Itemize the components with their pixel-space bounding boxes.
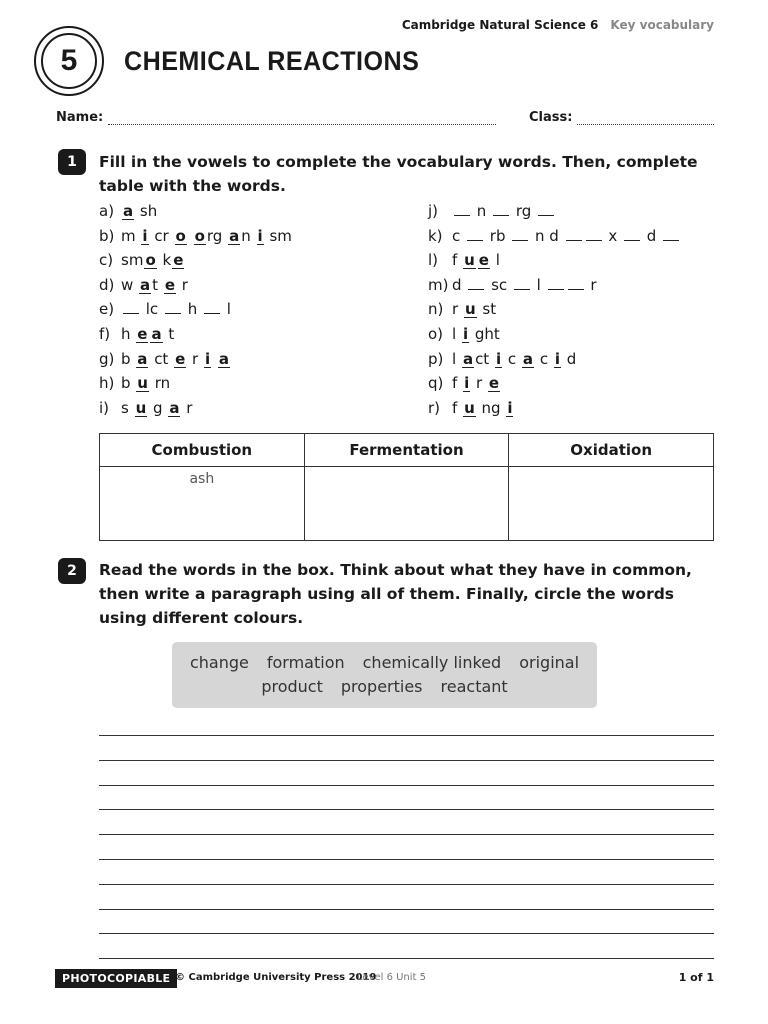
unit-number: 5 (41, 33, 97, 89)
vocab-item (428, 224, 681, 248)
word-fragment: c (452, 226, 466, 245)
question-2-number: 2 (58, 558, 86, 584)
item-letter: p) (428, 349, 444, 368)
item-letter: b) (99, 226, 115, 245)
word-fragment: f (452, 398, 463, 417)
word-fragment: f (452, 251, 463, 270)
handwritten-vowel: o (145, 251, 156, 270)
item-letter: a) (99, 202, 115, 220)
word-fragment: x (603, 226, 623, 245)
handwritten-vowel: u (135, 398, 147, 417)
word-fragment: m (121, 226, 141, 245)
item-letter: e) (99, 300, 115, 319)
vocab-item (99, 248, 185, 272)
word-fragment: h (182, 300, 202, 319)
word-fragment: d (642, 226, 662, 245)
photocopiable-label: PHOTOCOPIABLE (55, 969, 177, 988)
handwritten-vowel: a (229, 226, 240, 245)
vowel-blank[interactable] (548, 277, 564, 290)
word-fragment: l (490, 251, 500, 270)
vowel-blank[interactable] (468, 277, 484, 290)
word-fragment: f (452, 374, 463, 393)
question-2-instruction: Read the words in the box. Think about what they have in common, then write a paragraph using all of them. Finally, circle the words using different colours. (99, 561, 692, 627)
vocab-item (428, 396, 514, 420)
word-fragment: n (472, 202, 492, 220)
vocab-item (99, 347, 231, 371)
word-item: change (189, 653, 249, 672)
vowel-blank[interactable] (454, 203, 470, 216)
vocab-item (428, 199, 556, 223)
word-fragment: l (222, 300, 231, 319)
word-fragment: c (503, 349, 521, 368)
vowel-blank[interactable] (514, 277, 530, 290)
vowel-blank[interactable] (538, 203, 554, 216)
vowel-blank[interactable] (566, 228, 582, 241)
word-fragment: r (177, 275, 188, 294)
class-field[interactable] (577, 124, 714, 125)
vowel-blank[interactable] (204, 301, 220, 314)
handwritten-vowel: a (462, 349, 474, 368)
word-fragment: l (452, 325, 461, 343)
handwritten-vowel: a (140, 275, 151, 294)
word-fragment: rg (511, 202, 537, 220)
vocab-item (99, 371, 170, 395)
word-fragment: w (121, 275, 139, 294)
word-fragment: ght (470, 325, 500, 343)
handwritten-vowel: u (464, 251, 475, 270)
combustion-cell[interactable]: ash (100, 467, 305, 541)
item-letter: k) (428, 226, 443, 245)
word-fragment: b (121, 374, 136, 393)
word-fragment: d (452, 275, 467, 294)
word-fragment: lc (141, 300, 163, 319)
item-letter: d) (99, 275, 115, 294)
handwritten-vowel: e (173, 251, 184, 270)
word-box (172, 642, 597, 708)
item-letter: g) (99, 349, 115, 368)
word-box-row-2 (172, 675, 597, 699)
oxidation-cell[interactable] (509, 467, 714, 541)
handwritten-vowel: a (522, 349, 534, 368)
word-fragment: s (121, 398, 134, 417)
vocab-item (99, 199, 157, 223)
word-item: formation (266, 653, 345, 672)
vowel-blank[interactable] (663, 228, 679, 241)
handwritten-vowel: a (218, 349, 230, 368)
name-label: Name: (56, 110, 104, 125)
word-item: reactant (440, 677, 508, 696)
vocab-item (99, 322, 174, 346)
handwritten-vowel: i (495, 349, 502, 368)
vocab-item (428, 347, 576, 371)
item-letter: l) (428, 251, 439, 270)
word-fragment: sc (486, 275, 512, 294)
table-header-combustion: Combustion (100, 434, 305, 467)
book-header (402, 18, 714, 32)
unit-badge (34, 26, 104, 96)
writing-line[interactable] (99, 834, 714, 835)
word-box-row-1 (172, 651, 597, 675)
vocab-item (428, 371, 501, 395)
word-fragment: n (241, 226, 256, 245)
word-item: original (519, 653, 580, 672)
item-letter: i) (99, 398, 110, 417)
word-fragment: t (152, 275, 163, 294)
handwritten-vowel: i (507, 398, 513, 417)
handwritten-vowel: u (137, 374, 148, 393)
vocab-item (99, 224, 292, 248)
writing-line[interactable] (99, 735, 714, 736)
vocab-item (428, 248, 500, 272)
item-letter: r) (428, 398, 441, 417)
question-1-instruction: Fill in the vowels to complete the vocabulary words. Then, complete table with the words. (99, 153, 698, 195)
word-fragment: r (187, 349, 203, 368)
vowel-blank[interactable] (624, 228, 640, 241)
word-fragment: r (585, 275, 597, 294)
vowel-blank[interactable] (493, 203, 509, 216)
handwritten-vowel: i (257, 226, 263, 245)
word-fragment: sm (264, 226, 292, 245)
word-fragment: n d (530, 226, 564, 245)
vowel-blank[interactable] (568, 277, 584, 290)
writing-line[interactable] (99, 958, 714, 959)
handwritten-vowel: i (462, 325, 469, 343)
handwritten-vowel: a (151, 325, 162, 343)
table-header-oxidation: Oxidation (509, 434, 714, 467)
word-fragment: ct (475, 349, 494, 368)
handwritten-vowel: i (464, 374, 470, 393)
handwritten-vowel: i (554, 349, 560, 368)
item-letter: q) (428, 374, 444, 393)
word-item: product (261, 677, 323, 696)
table-header-fermentation: Fermentation (304, 434, 509, 467)
word-fragment: r (471, 374, 487, 393)
word-fragment: rn (149, 374, 171, 393)
word-fragment: sm (121, 251, 144, 270)
word-fragment: cr (149, 226, 174, 245)
word-fragment: c (535, 349, 553, 368)
page-title: CHEMICAL REACTIONS (124, 46, 420, 76)
handwritten-vowel: e (478, 251, 489, 270)
word-fragment: st (477, 300, 497, 319)
item-letter: j) (428, 202, 439, 220)
writing-line[interactable] (99, 933, 714, 934)
word-item: chemically linked (362, 653, 502, 672)
word-fragment: l (531, 275, 546, 294)
vocab-item (99, 273, 188, 297)
vowel-blank[interactable] (165, 301, 181, 314)
handwritten-vowel: i (204, 349, 211, 368)
word-fragment: k (157, 251, 172, 270)
question-1-number: 1 (58, 149, 86, 175)
handwritten-vowel: i (142, 226, 148, 245)
handwritten-vowel: u (464, 300, 476, 319)
handwritten-vowel: a (123, 202, 134, 220)
word-fragment: g (148, 398, 168, 417)
word-fragment: rb (485, 226, 511, 245)
section-label: Key vocabulary (610, 18, 714, 32)
category-table (99, 433, 714, 541)
word-fragment: rg (206, 226, 228, 245)
word-fragment (188, 227, 193, 245)
vowel-blank[interactable] (586, 228, 602, 241)
copyright: © Cambridge University Press 2019 (175, 972, 377, 983)
writing-line[interactable] (99, 859, 714, 860)
fermentation-cell[interactable] (304, 467, 509, 541)
writing-line[interactable] (99, 909, 714, 910)
item-letter: c) (99, 251, 114, 270)
class-label: Class: (529, 110, 573, 125)
handwritten-vowel: u (464, 398, 475, 417)
name-field[interactable] (108, 124, 496, 125)
handwritten-vowel: e (488, 374, 500, 393)
word-fragment: ct (149, 349, 174, 368)
vocab-item (428, 322, 500, 346)
word-fragment: r (452, 300, 463, 319)
level-label: Level 6 Unit 5 (357, 972, 427, 983)
vocab-item (99, 297, 231, 321)
item-letter: m) (428, 275, 449, 294)
word-fragment: l (452, 349, 461, 368)
writing-line[interactable] (99, 884, 714, 885)
handwritten-vowel: a (169, 398, 180, 417)
vowel-blank[interactable] (123, 301, 139, 314)
word-fragment: t (163, 325, 175, 343)
word-fragment: r (181, 398, 193, 417)
item-letter: f) (99, 325, 111, 343)
handwritten-vowel: e (164, 275, 176, 294)
book-title: Cambridge Natural Science 6 (401, 18, 599, 32)
handwritten-vowel: e (175, 349, 186, 368)
item-letter: o) (428, 325, 444, 343)
writing-line[interactable] (99, 785, 714, 786)
item-letter: n) (428, 300, 444, 319)
page-count: 1 of 1 (678, 971, 714, 984)
word-fragment: sh (135, 202, 158, 220)
vocab-item (99, 396, 192, 420)
item-letter: h) (99, 374, 115, 393)
word-fragment: b (121, 349, 136, 368)
word-item: properties (340, 677, 423, 696)
word-fragment: h (121, 325, 136, 343)
handwritten-vowel: a (137, 349, 148, 368)
vocab-item (428, 273, 597, 297)
handwritten-vowel: e (137, 325, 148, 343)
writing-line[interactable] (99, 809, 714, 810)
vowel-blank[interactable] (467, 228, 483, 241)
word-fragment: d (562, 349, 577, 368)
vocab-item (428, 297, 496, 321)
writing-line[interactable] (99, 760, 714, 761)
word-fragment: ng (476, 398, 506, 417)
handwritten-vowel: o (194, 226, 205, 245)
vowel-blank[interactable] (512, 228, 528, 241)
handwritten-vowel: o (175, 226, 186, 245)
word-fragment (212, 350, 217, 368)
